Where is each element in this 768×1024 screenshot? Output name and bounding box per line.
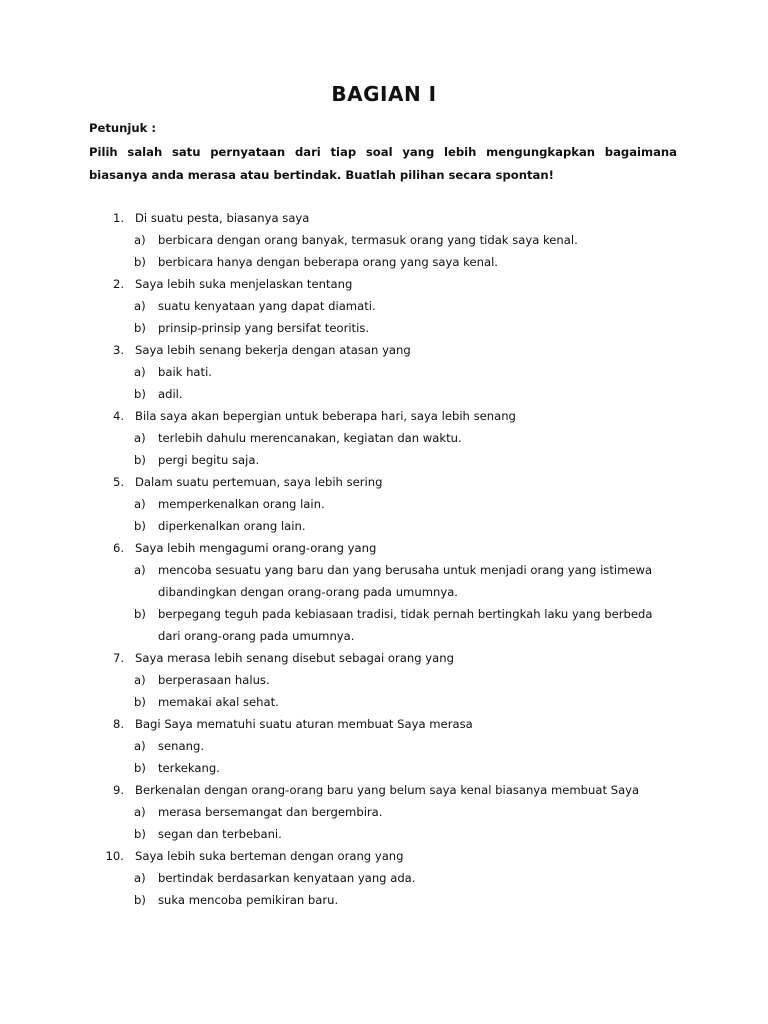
question-item (0, 647, 768, 713)
option-text: memperkenalkan orang lain. (158, 497, 325, 511)
option-text: prinsip-prinsip yang bersifat teoritis. (158, 321, 370, 335)
question-item (0, 537, 768, 647)
option-label: b) (134, 607, 146, 621)
option-text: baik hati. (158, 365, 212, 379)
option-text: terkekang. (158, 761, 220, 775)
question-row (0, 779, 768, 801)
option-text: mencoba sesuatu yang baru dan yang berusaha untuk menjadi orang yang istimewa dibandingkan dengan orang-orang pada umumnya. (158, 563, 653, 599)
question-number: 3. (112, 343, 124, 357)
question-item (0, 339, 768, 405)
option-label: b) (134, 453, 146, 467)
question-number: 10. (105, 849, 124, 863)
option-text: pergi begitu saja. (158, 453, 260, 467)
option-a (0, 295, 768, 317)
option-text: berbicara dengan orang banyak, termasuk orang yang tidak saya kenal. (158, 233, 578, 247)
question-row (0, 339, 768, 361)
option-label: b) (134, 255, 146, 269)
option-a (0, 801, 768, 823)
option-label: a) (134, 805, 146, 819)
question-number: 7. (112, 651, 124, 665)
question-item (0, 207, 768, 273)
option-label: b) (134, 893, 146, 907)
question-number: 4. (112, 409, 124, 423)
question-item (0, 273, 768, 339)
option-label: b) (134, 695, 146, 709)
question-number: 5. (112, 475, 124, 489)
option-a (0, 427, 768, 449)
question-text: Dalam suatu pertemuan, saya lebih sering (135, 475, 383, 489)
option-b (0, 317, 768, 339)
question-number: 1. (112, 211, 124, 225)
option-text: bertindak berdasarkan kenyataan yang ada. (158, 871, 416, 885)
option-text: segan dan terbebani. (158, 827, 282, 841)
option-label: a) (134, 365, 146, 379)
option-b (0, 691, 768, 713)
option-text: suka mencoba pemikiran baru. (158, 893, 339, 907)
option-b (0, 383, 768, 405)
option-label: a) (134, 497, 146, 511)
option-b (0, 515, 768, 537)
option-b (0, 603, 768, 647)
option-a (0, 559, 768, 603)
option-text: adil. (158, 387, 183, 401)
question-item (0, 471, 768, 537)
option-b (0, 757, 768, 779)
option-a (0, 735, 768, 757)
option-b (0, 251, 768, 273)
option-text: suatu kenyataan yang dapat diamati. (158, 299, 376, 313)
option-a (0, 867, 768, 889)
option-label: b) (134, 387, 146, 401)
option-text: memakai akal sehat. (158, 695, 279, 709)
option-text: terlebih dahulu merencanakan, kegiatan dan waktu. (158, 431, 462, 445)
question-number: 6. (112, 541, 124, 555)
option-text: berperasaan halus. (158, 673, 270, 687)
option-b (0, 889, 768, 911)
option-label: a) (134, 673, 146, 687)
option-text: berbicara hanya dengan beberapa orang yang saya kenal. (158, 255, 498, 269)
question-row (0, 207, 768, 229)
question-row (0, 713, 768, 735)
question-row (0, 471, 768, 493)
option-a (0, 229, 768, 251)
question-text: Saya merasa lebih senang disebut sebagai orang yang (135, 651, 454, 665)
option-label: a) (134, 563, 146, 577)
question-text: Saya lebih suka menjelaskan tentang (135, 277, 353, 291)
option-label: a) (134, 739, 146, 753)
page-title: BAGIAN I (331, 82, 437, 106)
question-text: Saya lebih mengagumi orang-orang yang (135, 541, 377, 555)
question-row (0, 273, 768, 295)
question-row (0, 647, 768, 669)
option-b (0, 823, 768, 845)
question-item (0, 405, 768, 471)
option-label: a) (134, 431, 146, 445)
option-text: merasa bersemangat dan bergembira. (158, 805, 383, 819)
option-a (0, 669, 768, 691)
question-row (0, 405, 768, 427)
option-label: b) (134, 761, 146, 775)
question-item (0, 845, 768, 911)
option-label: b) (134, 519, 146, 533)
question-row (0, 845, 768, 867)
question-number: 8. (112, 717, 124, 731)
option-label: a) (134, 871, 146, 885)
question-number: 2. (112, 277, 124, 291)
question-text: Bagi Saya mematuhi suatu aturan membuat Saya merasa (135, 717, 473, 731)
option-a (0, 493, 768, 515)
instructions-label: Petunjuk : (89, 121, 157, 135)
question-item (0, 713, 768, 779)
question-text: Berkenalan dengan orang-orang baru yang belum saya kenal biasanya membuat Saya (135, 783, 640, 797)
question-list (0, 207, 768, 911)
question-text: Di suatu pesta, biasanya saya (135, 211, 310, 225)
question-text: Bila saya akan bepergian untuk beberapa hari, saya lebih senang (135, 409, 516, 423)
option-a (0, 361, 768, 383)
option-text: senang. (158, 739, 205, 753)
question-row (0, 537, 768, 559)
option-label: a) (134, 299, 146, 313)
option-text: berpegang teguh pada kebiasaan tradisi, tidak pernah bertingkah laku yang berbeda dari orang-orang pada umumnya. (158, 607, 653, 643)
option-text: diperkenalkan orang lain. (158, 519, 306, 533)
option-label: a) (134, 233, 146, 247)
instructions-text: Pilih salah satu pernyataan dari tiap soal yang lebih mengungkapkan bagaimana biasanya anda merasa atau bertindak. Buatlah pilihan secara spontan! (89, 145, 677, 182)
option-label: b) (134, 827, 146, 841)
question-number: 9. (112, 783, 124, 797)
option-b (0, 449, 768, 471)
option-label: b) (134, 321, 146, 335)
question-item (0, 779, 768, 845)
question-text: Saya lebih senang bekerja dengan atasan yang (135, 343, 411, 357)
question-text: Saya lebih suka berteman dengan orang yang (135, 849, 404, 863)
